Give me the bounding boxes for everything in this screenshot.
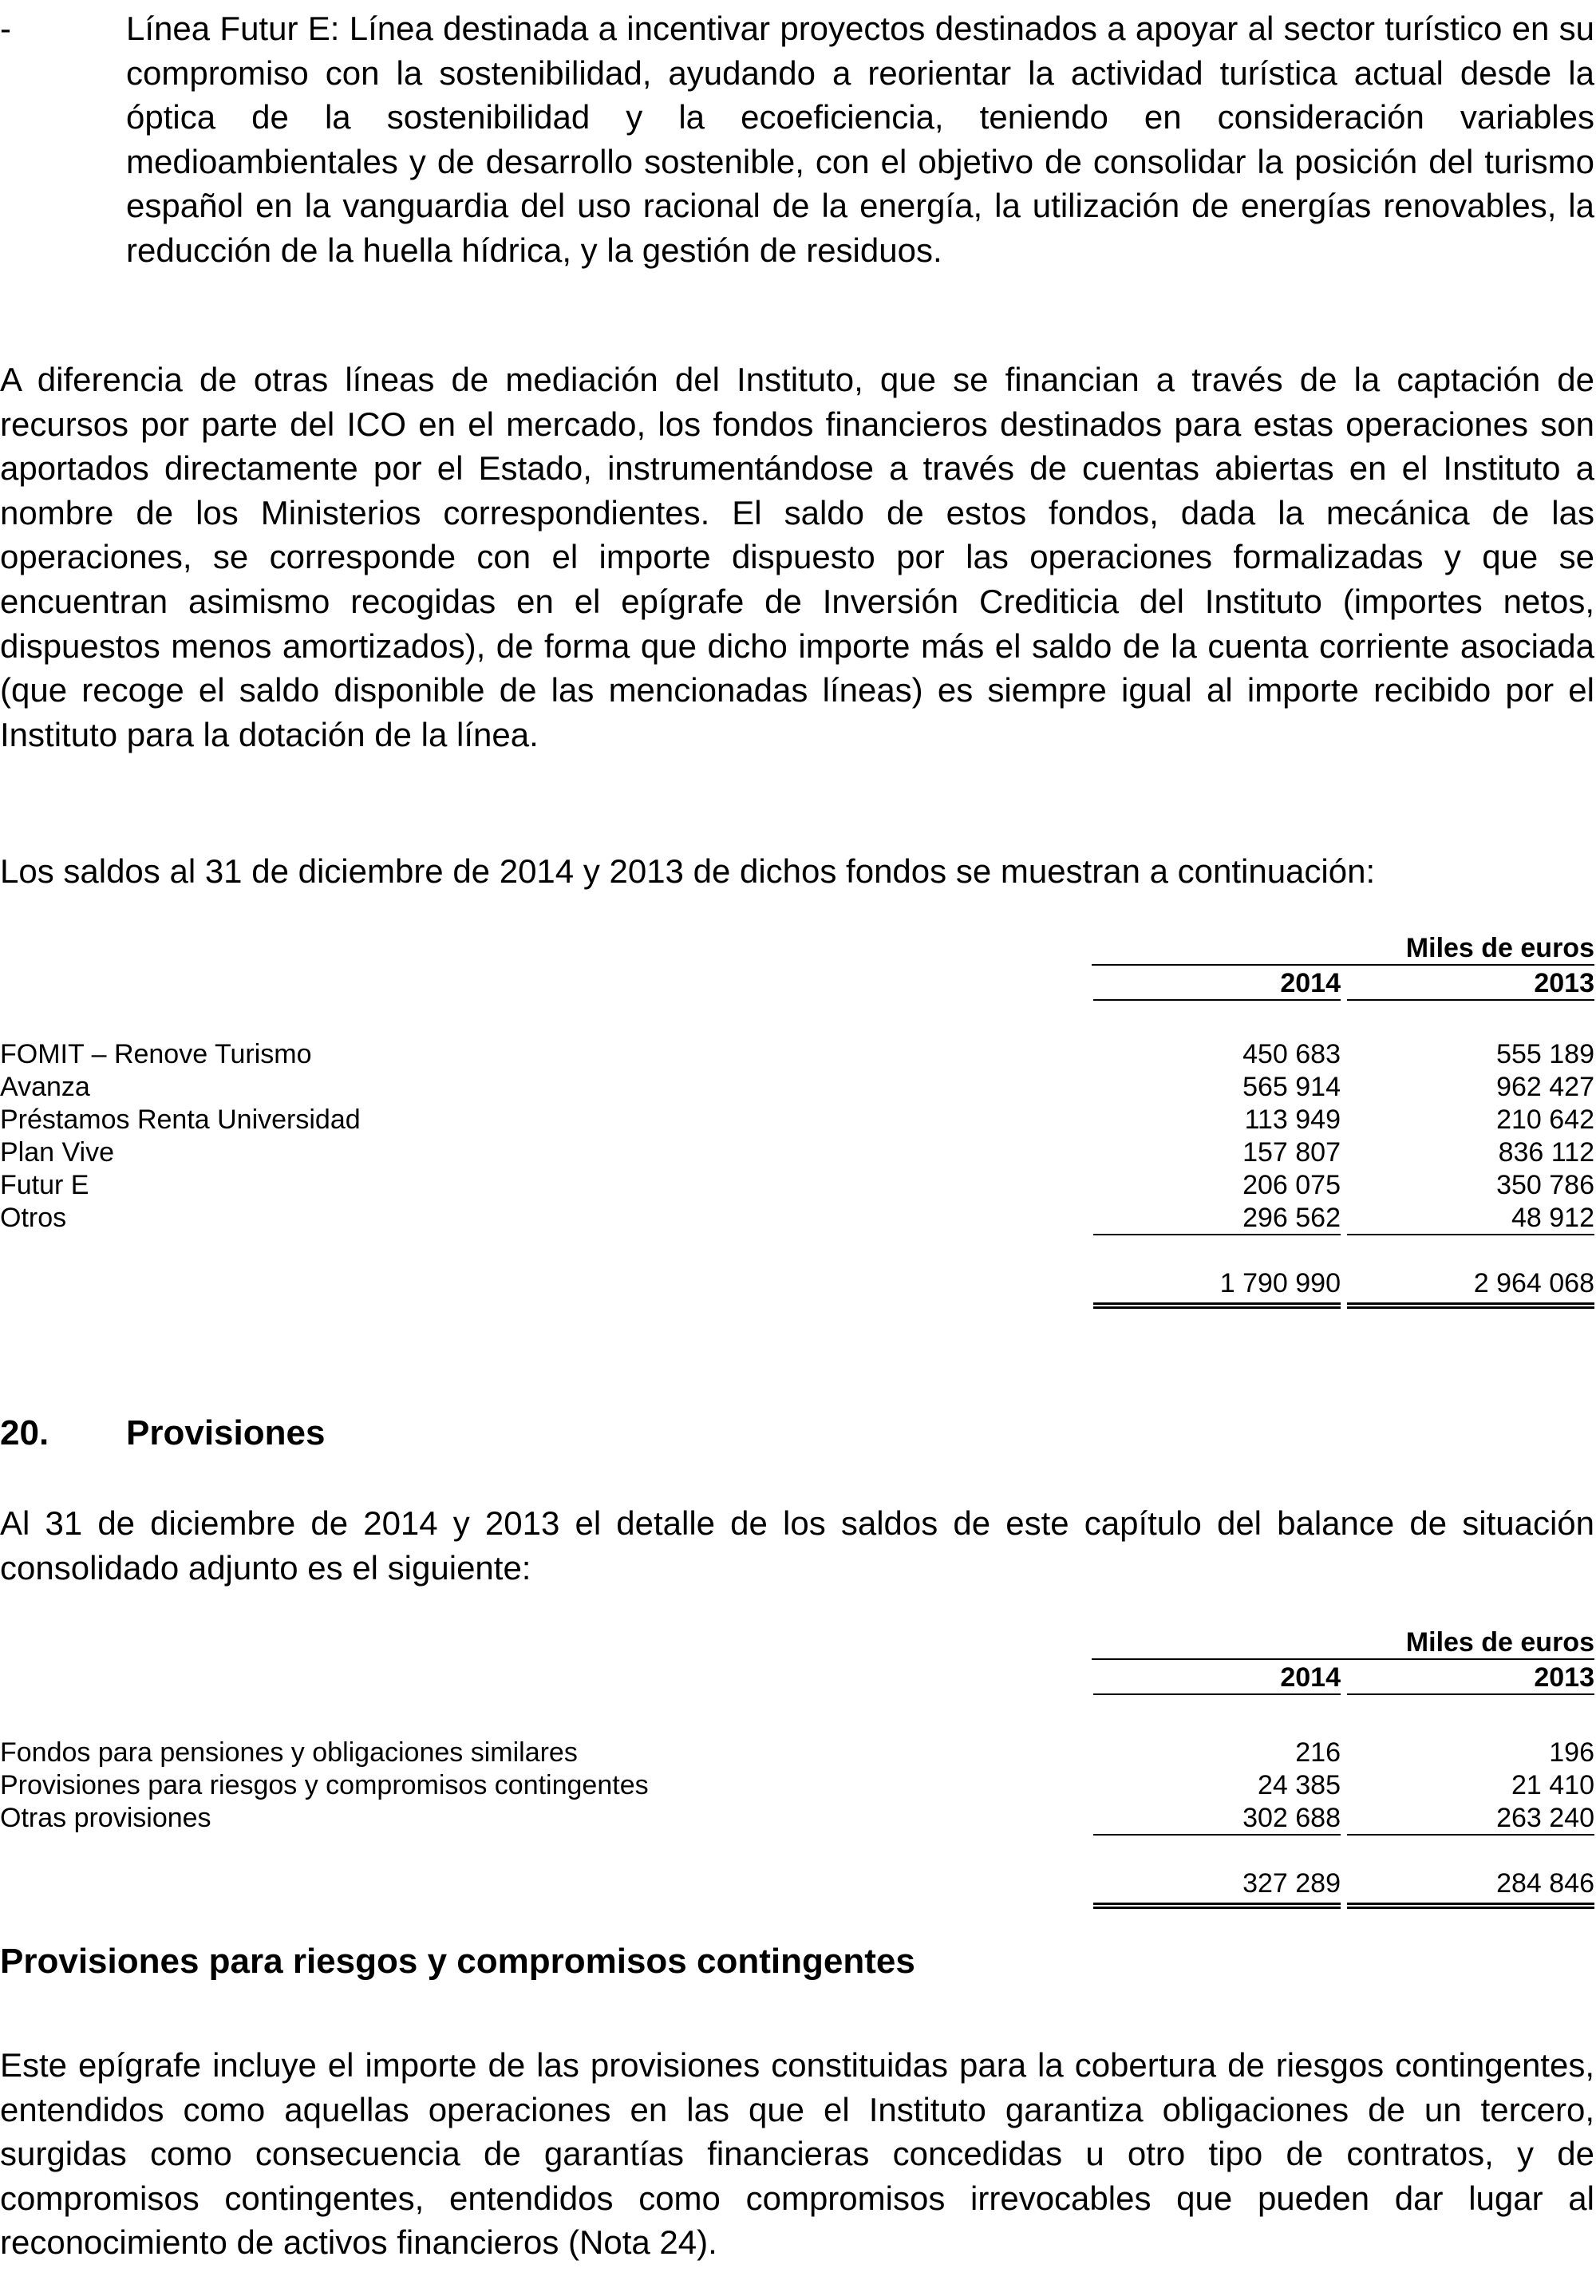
table-row [0,1104,1594,1136]
bullet-dash: - [0,10,11,47]
table-total-row [0,1267,1594,1299]
year-header-2014: 2014 [1093,967,1341,1001]
section-heading [0,1411,325,1456]
bullet-text: Línea Futur E: Línea destinada a incentivar proyectos destinados a apoyar al sector turístico en su compromiso con la sostenibilidad, ayudando a reorientar la actividad turística actual desde la óptica de la sostenibilidad y la ecoeficiencia, teniendo en consideración variables medioambientales y de desarrollo sostenible, con el objetivo de consolidar la posición del turismo español en la vanguardia del uso racional de la energía, la utilización de energías renovables, la reducción de la huella hídrica, y la gestión de residuos. [126,10,1594,269]
table-unit-header: Miles de euros [1092,932,1594,966]
value-2013: 48 912 [1347,1202,1594,1235]
paragraph-balances-intro: Los saldos al 31 de diciembre de 2014 y 2013 de dichos fondos se muestran a continuación: [0,852,1376,890]
value-2014: 113 949 [1244,1105,1341,1135]
table-unit-header: Miles de euros [1092,1626,1594,1660]
paragraph-contingent-risks: Este epígrafe incluye el importe de las provisiones constituidas para la cobertura de riesgos contingentes, entendidos como aquellas operaciones en las que el Instituto garantiza obligaciones de un tercero, surgidas como consecuencia de garantías financieras concedidas u otro tipo de contratos, y de compromisos contingentes, entendidos como compromisos irrevocables que pueden dar lugar al reconocimiento de activos financieros (Nota 24). [0,2046,1594,2262]
table-row [0,1071,1594,1103]
funds-balance-table [0,932,1594,1307]
value-2014: 157 807 [1242,1137,1341,1168]
table-row [0,1769,1594,1801]
year-header-2014: 2014 [1093,1662,1341,1695]
table-row [0,1202,1594,1234]
row-label: Futur E [0,1170,89,1200]
value-2014: 565 914 [1242,1072,1341,1102]
value-2013: 350 786 [1496,1170,1594,1200]
paragraph-mediation: A diferencia de otras líneas de mediación del Instituto, que se financian a través de la captación de recursos por parte del ICO en el mercado, los fondos financieros destinados para estas operaciones son aportados directamente por el Estado, instrumentándose a través de cuentas abiertas en el Instituto a nombre de los Ministerios correspondientes. El saldo de estos fondos, dada la mecánica de las operaciones, se corresponde con el importe dispuesto por las operaciones formalizadas y que se encuentran asimismo recogidas en el epígrafe de Inversión Crediticia del Instituto (importes netos, dispuestos menos amortizados), de forma que dicho importe más el saldo de la cuenta corriente asociada (que recoge el saldo disponible de las mencionadas líneas) es siempre igual al importe recibido por el Instituto para la dotación de la línea. [0,361,1594,753]
total-2014: 1 790 990 [1093,1267,1341,1309]
total-2014: 327 289 [1093,1867,1341,1909]
table-row [0,1169,1594,1201]
table-row [0,1038,1594,1070]
row-label: Plan Vive [0,1137,115,1168]
table-total-row [0,1867,1594,1899]
bullet-item-futur-e [0,6,1594,273]
value-2014: 296 562 [1093,1202,1341,1235]
value-2013: 836 112 [1498,1137,1594,1168]
table-row [0,1737,1594,1768]
value-2014: 216 [1295,1737,1341,1768]
total-2013: 284 846 [1347,1867,1594,1909]
value-2013: 210 642 [1496,1105,1594,1135]
row-label: Otras provisiones [0,1803,211,1833]
paragraph-provisions-intro: Al 31 de diciembre de 2014 y 2013 el detalle de los saldos de este capítulo del balance de situación consolidado adjunto es el siguiente: [0,1504,1594,1587]
row-label: Fondos para pensiones y obligaciones similares [0,1737,578,1768]
subheading-contingent-provisions: Provisiones para riesgos y compromisos contingentes [0,1942,915,1981]
row-label: Préstamos Renta Universidad [0,1105,361,1135]
value-2014: 206 075 [1242,1170,1341,1200]
provisions-table [0,1626,1594,1906]
total-2013: 2 964 068 [1347,1267,1594,1309]
row-label: FOMIT – Renove Turismo [0,1039,312,1069]
table-row [0,1802,1594,1834]
section-title: Provisiones [126,1413,326,1452]
value-2013: 21 410 [1511,1770,1594,1800]
section-number: 20. [0,1413,49,1452]
value-2013: 555 189 [1496,1039,1594,1069]
year-header-2013: 2013 [1347,967,1594,1001]
value-2014: 450 683 [1242,1039,1341,1069]
value-2014: 302 688 [1093,1802,1341,1836]
row-label: Avanza [0,1072,90,1102]
value-2013: 196 [1549,1737,1594,1768]
value-2014: 24 385 [1258,1770,1341,1800]
table-row [0,1136,1594,1168]
year-header-2013: 2013 [1347,1662,1594,1695]
value-2013: 962 427 [1496,1072,1594,1102]
row-label: Provisiones para riesgos y compromisos contingentes [0,1770,649,1800]
value-2013: 263 240 [1347,1802,1594,1836]
row-label: Otros [0,1203,67,1233]
